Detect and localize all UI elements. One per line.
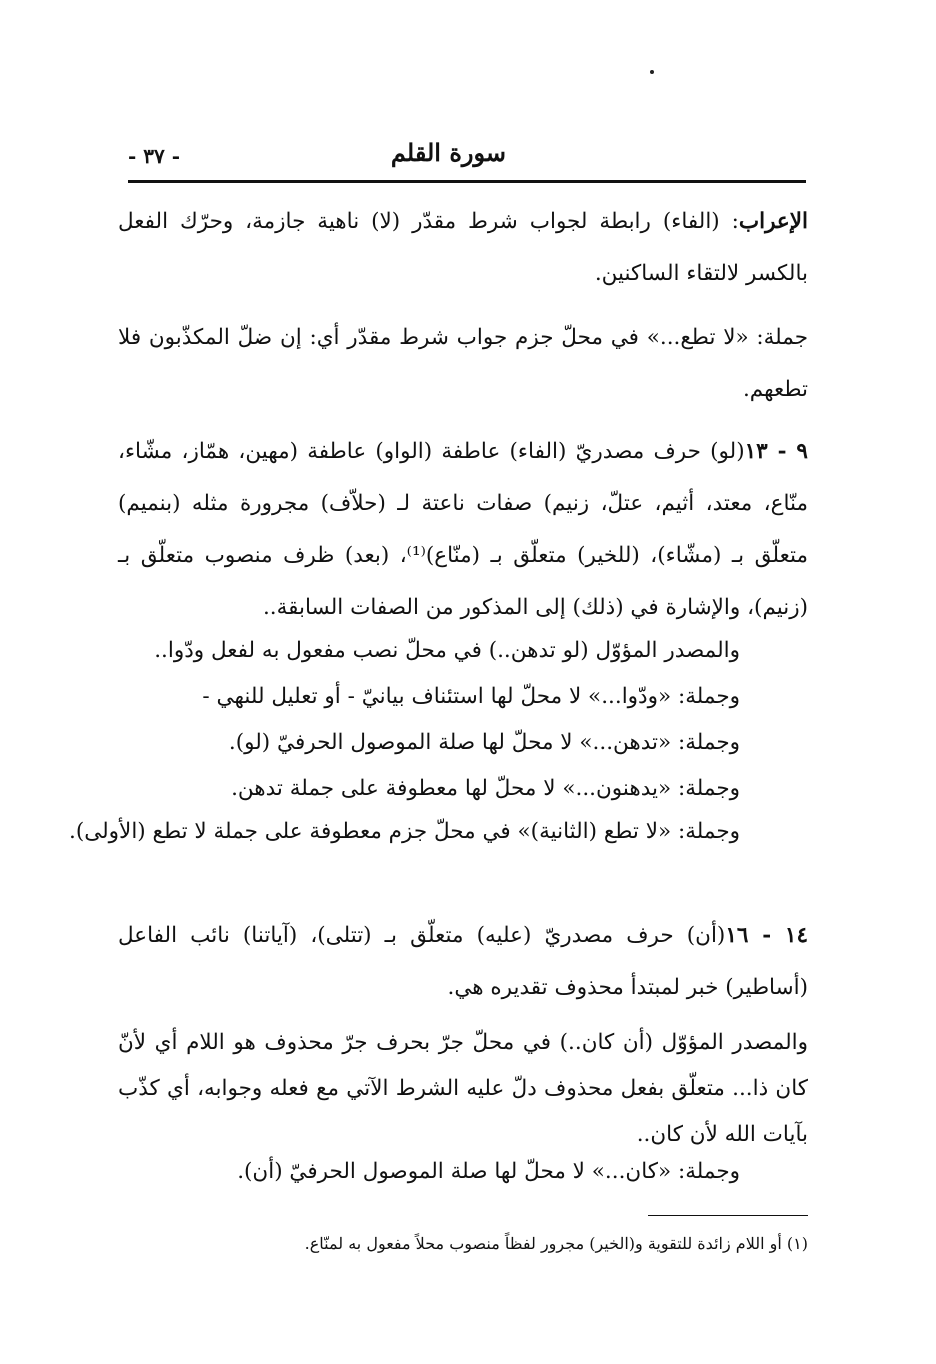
header-rule — [128, 180, 806, 183]
sentence-line: وجملة: «لا تطع (الثانية)» في محلّ جزم معطوفة على جملة لا تطع (الأولى). — [68, 819, 740, 844]
verse-range-label: ٩ - ١٣ — [744, 439, 808, 464]
scan-speck — [650, 70, 654, 74]
irab-heading: الإعراب — [738, 209, 808, 234]
verses-text: (أن) حرف مصدريّ (عليه) متعلّق بـ (تتلى)، (آياتنا) نائب الفاعل (أساطير) خبر لمبتدأ محذوف تقديره هي. — [118, 923, 808, 1000]
page-header — [128, 138, 806, 178]
page-number: - ٣٧ - — [128, 144, 181, 168]
masdar-text: والمصدر المؤوّل (أن كان..) في محلّ جرّ بحرف جرّ محذوف هو اللام أي لأنّ كان ذا... متعلّق بفعل محذوف دلّ عليه الشرط الآتي مع فعله وجوابه، أي كذّب بآيات الله لأن كان.. — [118, 1030, 808, 1147]
paragraph-irab — [118, 196, 808, 300]
paragraph-verses-9-13 — [118, 426, 808, 634]
verse-range-label: ١٤ - ١٦ — [725, 923, 808, 948]
sentence-line: وجملة: «ودّوا...» لا محلّ لها استئناف بيانيّ - أو تعليل للنهي - — [202, 684, 740, 709]
paragraph-kana — [118, 1146, 740, 1198]
footnote-rule — [648, 1215, 808, 1216]
kana-text: وجملة: «كان...» لا محلّ لها صلة الموصول الحرفيّ (أن). — [237, 1159, 740, 1184]
paragraph-jumla-1 — [118, 312, 808, 416]
paragraph-masdar — [118, 1020, 808, 1158]
paragraph-sentence-last — [50, 806, 740, 858]
footnote: (١) أو اللام زائدة للتقوية و(الخير) مجرور لفظاً منصوب محلاً مفعول به لمنّاع. — [304, 1234, 808, 1253]
jumla-text: جملة: «لا تطع...» في محلّ جزم جواب شرط مقدّر أي: إن ضلّ المكذّبون فلا تطعهم. — [118, 325, 808, 402]
irab-text: : (الفاء) رابطة لجواب شرط مقدّر (لا) ناهية جازمة، وحرّك الفعل بالكسر لالتقاء الساكنين. — [118, 209, 808, 286]
paragraph-sentences — [118, 628, 740, 812]
sentence-line: وجملة: «تدهن...» لا محلّ لها صلة الموصول الحرفيّ (لو). — [228, 730, 740, 755]
verses-text: (لو) حرف مصدريّ (الفاء) عاطفة (الواو) عاطفة (مهين، همّاز، مشّاء، منّاع، معتد، أثيم، عتلّ، زنيم) صفات ناعتة لـ (حلاّف) مجرورة مثله (بنميم) متعلّق بـ (مشّاء)، (للخير) متعلّق بـ (منّاع)⁽¹⁾، (بعد) ظرف منصوب متعلّق بـ (زنيم)، والإشارة في (ذلك) إلى المذكور من الصفات السابقة.. — [118, 439, 808, 620]
paragraph-verses-14-16 — [118, 910, 808, 1014]
sentence-line: والمصدر المؤوّل (لو تدهن..) في محلّ نصب مفعول به لفعل ودّوا.. — [154, 638, 740, 663]
sentence-line: وجملة: «يدهنون...» لا محلّ لها معطوفة على جملة تدهن. — [231, 776, 740, 801]
surah-title: سورة القلم — [390, 138, 506, 167]
